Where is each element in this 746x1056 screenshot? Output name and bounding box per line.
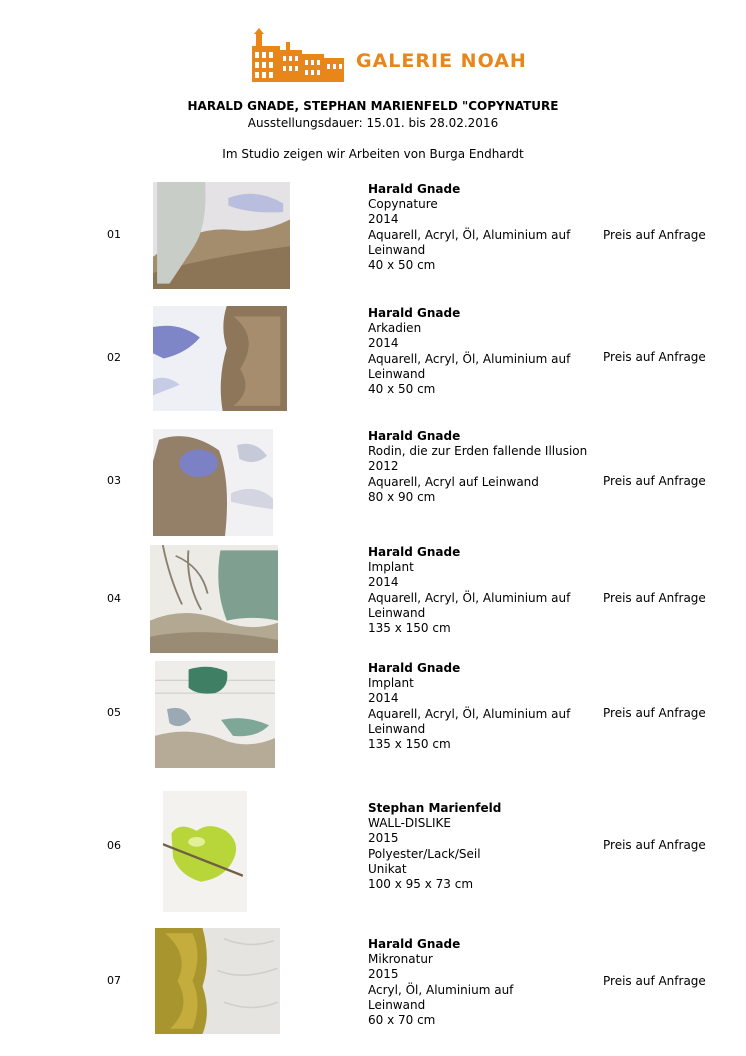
artwork-price: Preis auf Anfrage (603, 350, 706, 364)
artwork-medium: Polyester/Lack/Seil (368, 846, 481, 861)
artwork-price: Preis auf Anfrage (603, 474, 706, 488)
artwork-title: WALL-DISLIKE (368, 816, 451, 831)
artwork-image (163, 791, 247, 912)
artwork-info (368, 182, 593, 273)
artist-name: Harald Gnade (368, 545, 461, 559)
artwork-size: 40 x 50 cm (368, 258, 436, 273)
artwork-size: 135 x 150 cm (368, 621, 451, 636)
artwork-image (153, 182, 290, 289)
artwork-medium: Aquarell, Acryl, Öl, Aluminium auf Leinwand (368, 706, 571, 736)
exhibition-dates: Ausstellungsdauer: 15.01. bis 28.02.2016 (247, 116, 499, 130)
artwork-price: Preis auf Anfrage (603, 706, 706, 720)
artwork-year: 2012 (368, 459, 399, 474)
artwork-title: Mikronatur (368, 952, 433, 967)
artwork-image (155, 661, 275, 768)
artwork-price: Preis auf Anfrage (603, 838, 706, 852)
artwork-number: 01 (107, 228, 121, 241)
artwork-title: Rodin, die zur Erden fallende Illusion (368, 444, 588, 459)
gallery-name: GALERIE NOAH (356, 50, 527, 72)
artwork-title: Copynature (368, 197, 438, 212)
artwork-number: 02 (107, 351, 121, 364)
artwork-number: 06 (107, 839, 121, 852)
artwork-year: 2014 (368, 212, 399, 227)
artwork-medium: Aquarell, Acryl, Öl, Aluminium auf Leinwand (368, 227, 571, 257)
artwork-year: 2014 (368, 575, 399, 590)
artwork-info (368, 937, 593, 1028)
artwork-image (150, 545, 278, 653)
artwork-image (153, 429, 273, 536)
artwork-info (368, 545, 593, 636)
artwork-title: Implant (368, 560, 414, 575)
artwork-title: Arkadien (368, 321, 422, 336)
artwork-size: 40 x 50 cm (368, 382, 436, 397)
artwork-title: Implant (368, 676, 414, 691)
artist-name: Harald Gnade (368, 306, 461, 320)
artwork-year: 2015 (368, 967, 399, 982)
artwork-size: 80 x 90 cm (368, 489, 436, 504)
artwork-year: 2015 (368, 831, 399, 846)
artist-name: Stephan Marienfeld (368, 801, 502, 815)
artwork-number: 05 (107, 706, 121, 719)
artwork-price: Preis auf Anfrage (603, 228, 706, 242)
artwork-edition: Unikat (368, 861, 407, 876)
artwork-medium: Aquarell, Acryl, Öl, Aluminium auf Leinwand (368, 351, 571, 381)
artwork-info (368, 429, 593, 505)
gallery-logo (252, 28, 542, 82)
factory-building-icon (252, 28, 344, 82)
artist-name: Harald Gnade (368, 429, 461, 443)
artwork-image (155, 928, 280, 1034)
artwork-number: 03 (107, 474, 121, 487)
artwork-price: Preis auf Anfrage (603, 974, 706, 988)
artwork-number: 07 (107, 974, 121, 987)
artist-name: Harald Gnade (368, 937, 461, 951)
artwork-medium: Aquarell, Acryl auf Leinwand (368, 474, 539, 489)
artwork-price: Preis auf Anfrage (603, 591, 706, 605)
artist-name: Harald Gnade (368, 661, 461, 675)
artwork-image (153, 306, 287, 411)
artwork-size: 60 x 70 cm (368, 1013, 436, 1028)
artist-name: Harald Gnade (368, 182, 461, 196)
artwork-size: 100 x 95 x 73 cm (368, 877, 474, 892)
artwork-info (368, 661, 593, 752)
studio-note: Im Studio zeigen wir Arbeiten von Burga Endhardt (222, 147, 524, 161)
artwork-medium: Aquarell, Acryl, Öl, Aluminium auf Leinwand (368, 590, 571, 620)
artwork-medium: Acryl, Öl, Aluminium auf Leinwand (368, 982, 514, 1012)
artwork-size: 135 x 150 cm (368, 737, 451, 752)
artwork-info (368, 801, 593, 892)
artwork-year: 2014 (368, 336, 399, 351)
exhibition-title: HARALD GNADE, STEPHAN MARIENFELD "COPYNATURE (187, 99, 559, 113)
artwork-number: 04 (107, 592, 121, 605)
artwork-info (368, 306, 593, 397)
artwork-year: 2014 (368, 691, 399, 706)
